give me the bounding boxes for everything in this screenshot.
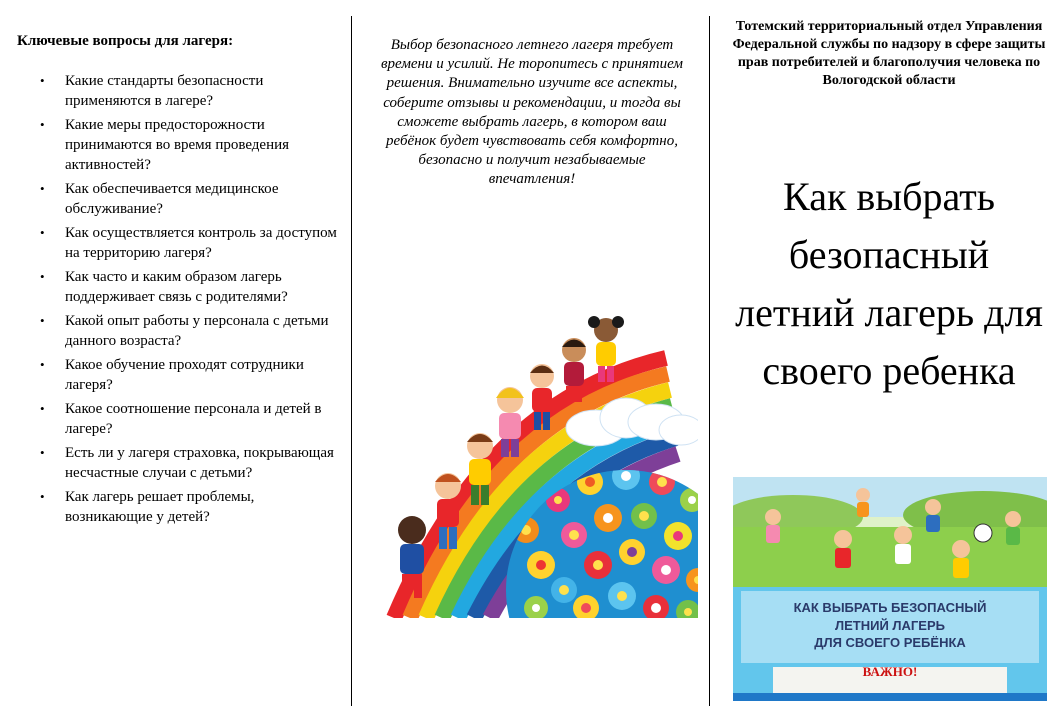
list-item: • Как лагерь решает проблемы, возникающие у детей? [40,487,340,527]
list-item: • Какие меры предосторожности принимаются во время проведения активностей? [40,115,340,175]
list-item: • Какое соотношение персонала и детей в лагере? [40,399,340,439]
list-item: • Есть ли у лагеря страховка, покрывающая несчастные случаи с детьми? [40,443,340,483]
fold-divider-right [709,16,710,706]
list-item: • Как осуществляется контроль за доступом на территорию лагеря? [40,223,340,263]
list-item: • Какое обучение проходят сотрудники лагеря? [40,355,340,395]
list-item: • Как обеспечивается медицинское обслуживание? [40,179,340,219]
right-panel [711,0,1054,711]
advice-paragraph: Выбор безопасного летнего лагеря требует времени и усилий. Не торопитесь с принятием решения. Внимательно изучите все аспекты, соберите отзывы и рекомендации, и тогда вы сможете выбрать лагерь, в котором ваш ребёнок будет чувствовать себя комфортно, безопасно и получит незабываемые впечатления! [381,37,683,188]
important-label: ВАЖНО! [862,664,918,679]
list-item: • Как часто и каким образом лагерь поддерживает связь с родителями? [40,267,340,307]
banner-line: КАК ВЫБРАТЬ БЕЗОПАСНЫЙ [793,600,987,615]
list-item: • Какие стандарты безопасности применяются в лагере? [40,71,340,111]
list-item: • Какой опыт работы у персонала с детьми данного возраста? [40,311,340,351]
banner-line: ЛЕТНИЙ ЛАГЕРЬ [835,617,945,633]
banner-heading [733,599,1047,652]
questions-heading: Ключевые вопросы для лагеря: [17,33,234,49]
left-panel [0,0,350,711]
brochure-title: Как выбрать безопасный летний лагерь для своего ребенка [735,174,1043,393]
middle-panel [352,0,709,711]
banner-line: ДЛЯ СВОЕГО РЕБЁНКА [814,635,966,650]
cover-banner [733,477,1047,701]
questions-list [40,71,340,531]
organization-name: Тотемский территориальный отдел Управления Федеральной службы по надзору в сфере защиты прав потребителей и благополучия человека по Вологодской области [732,19,1046,88]
rainbow-children-illustration [376,290,698,618]
